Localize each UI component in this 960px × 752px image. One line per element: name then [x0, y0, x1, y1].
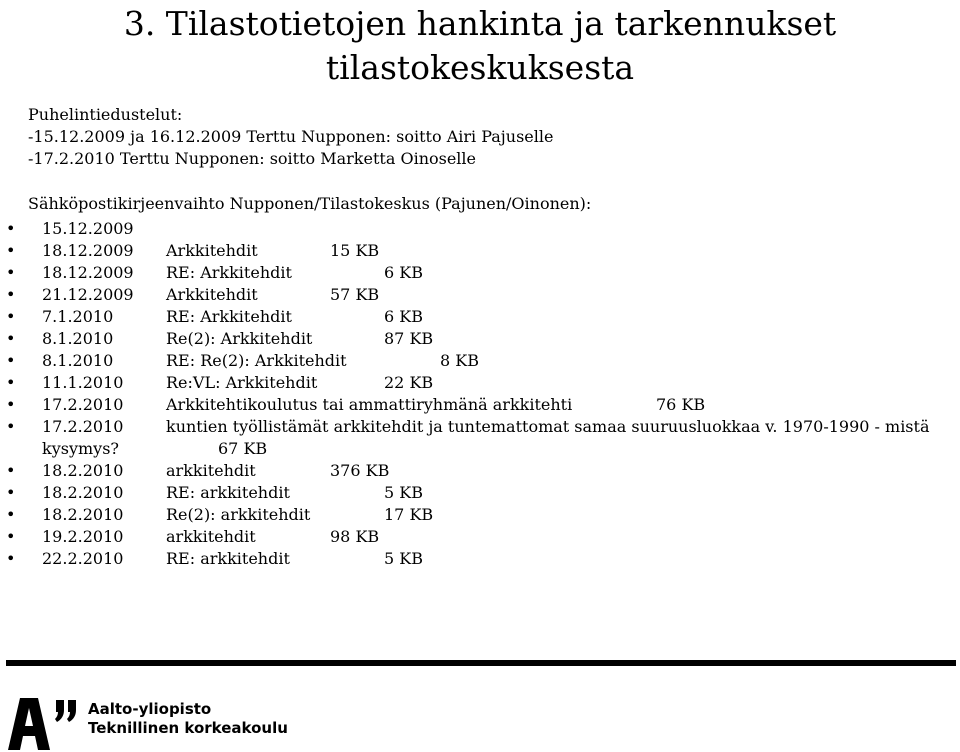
bullet-icon: •	[6, 351, 16, 370]
email-message-item	[0, 240, 960, 262]
message-subject: RE: Arkkitehdit	[166, 263, 292, 282]
message-date: 22.2.2010	[42, 549, 124, 568]
message-subject: RE: arkkitehdit	[166, 549, 290, 568]
message-subject: RE: arkkitehdit	[166, 483, 290, 502]
email-message-item	[0, 504, 960, 526]
message-subject: arkkitehdit	[166, 461, 256, 480]
bullet-icon: •	[6, 461, 16, 480]
email-message-item	[0, 218, 960, 240]
message-size: 76 KB	[656, 395, 706, 414]
email-message-list	[0, 218, 960, 570]
bullet-icon: •	[6, 241, 16, 260]
slide-title	[0, 0, 960, 90]
footer-divider	[6, 660, 956, 666]
message-subject: Re(2): arkkitehdit	[166, 505, 311, 524]
bullet-icon: •	[6, 505, 16, 524]
phone-line: -15.12.2009 ja 16.12.2009 Terttu Nupponen: soitto Airi Pajuselle	[28, 127, 554, 146]
bullet-icon: •	[6, 285, 16, 304]
email-heading: Sähköpostikirjeenvaihto Nupponen/Tilastokeskus (Pajunen/Oinonen):	[28, 194, 592, 213]
email-message-item	[0, 262, 960, 284]
phone-heading: Puhelintiedustelut:	[28, 105, 183, 124]
message-size: 5 KB	[384, 483, 423, 502]
aalto-logo	[8, 698, 78, 750]
message-date: 17.2.2010	[42, 417, 124, 436]
message-date: 8.1.2010	[42, 351, 114, 370]
slide-title-line-2: tilastokeskuksesta	[325, 48, 635, 87]
message-size: 5 KB	[384, 549, 423, 568]
email-message-item	[0, 306, 960, 328]
email-message-item	[0, 548, 960, 570]
message-date: 17.2.2010	[42, 395, 124, 414]
email-message-item	[0, 482, 960, 504]
message-size: 57 KB	[330, 285, 380, 304]
org-line-1: Aalto-yliopisto	[88, 700, 212, 718]
message-size: 17 KB	[384, 505, 434, 524]
bullet-icon: •	[6, 219, 16, 238]
message-date: 15.12.2009	[42, 219, 134, 238]
message-date: 18.2.2010	[42, 483, 124, 502]
message-size: 22 KB	[384, 373, 434, 392]
message-subject: RE: Arkkitehdit	[166, 307, 292, 326]
message-subject: RE: Re(2): Arkkitehdit	[166, 351, 347, 370]
message-subject-continuation-text: kysymys?	[42, 439, 119, 458]
slide-title-line-1: 3. Tilastotietojen hankinta ja tarkennukset	[123, 4, 837, 43]
email-message-item	[0, 372, 960, 394]
message-subject: Arkkitehdit	[166, 285, 258, 304]
message-subject: Re(2): Arkkitehdit	[166, 329, 313, 348]
email-message-item	[0, 460, 960, 482]
email-message-item	[0, 526, 960, 548]
org-line-2: Teknillinen korkeakoulu	[88, 719, 288, 737]
bullet-icon: •	[6, 263, 16, 282]
message-size: 98 KB	[330, 527, 380, 546]
bullet-icon: •	[6, 373, 16, 392]
bullet-icon: •	[6, 417, 16, 436]
email-message-item	[0, 328, 960, 350]
bullet-icon: •	[6, 549, 16, 568]
message-subject: kuntien työllistämät arkkitehdit ja tuntemattomat samaa suuruusluokkaa v. 1970-1990 - mistä	[166, 417, 930, 436]
bullet-icon: •	[6, 483, 16, 502]
message-size: 8 KB	[440, 351, 479, 370]
message-size: 6 KB	[384, 307, 423, 326]
message-date: 18.12.2009	[42, 241, 134, 260]
organization-name	[88, 700, 288, 738]
message-subject: arkkitehdit	[166, 527, 256, 546]
message-subject: Arkkitehdit	[166, 241, 258, 260]
message-date: 11.1.2010	[42, 373, 124, 392]
message-date: 18.2.2010	[42, 505, 124, 524]
message-size: 87 KB	[384, 329, 434, 348]
bullet-icon: •	[6, 527, 16, 546]
message-date: 19.2.2010	[42, 527, 124, 546]
message-size: 376 KB	[330, 461, 390, 480]
message-date: 21.12.2009	[42, 285, 134, 304]
message-subject: Arkkitehtikoulutus tai ammattiryhmänä arkkitehti	[166, 395, 573, 414]
phone-line: -17.2.2010 Terttu Nupponen: soitto Marketta Oinoselle	[28, 149, 477, 168]
bullet-icon: •	[6, 395, 16, 414]
message-size: 15 KB	[330, 241, 380, 260]
email-message-item	[0, 284, 960, 306]
message-size: 67 KB	[218, 439, 268, 458]
message-date: 7.1.2010	[42, 307, 114, 326]
message-date: 18.12.2009	[42, 263, 134, 282]
email-message-item	[0, 350, 960, 372]
message-size: 6 KB	[384, 263, 423, 282]
message-subject: Re:VL: Arkkitehdit	[166, 373, 318, 392]
message-date: 18.2.2010	[42, 461, 124, 480]
message-date: 8.1.2010	[42, 329, 114, 348]
email-message-item	[0, 394, 960, 416]
email-message-item	[0, 416, 960, 460]
bullet-icon: •	[6, 307, 16, 326]
bullet-icon: •	[6, 329, 16, 348]
message-subject-continuation	[42, 438, 268, 460]
phone-inquiries	[28, 104, 553, 170]
